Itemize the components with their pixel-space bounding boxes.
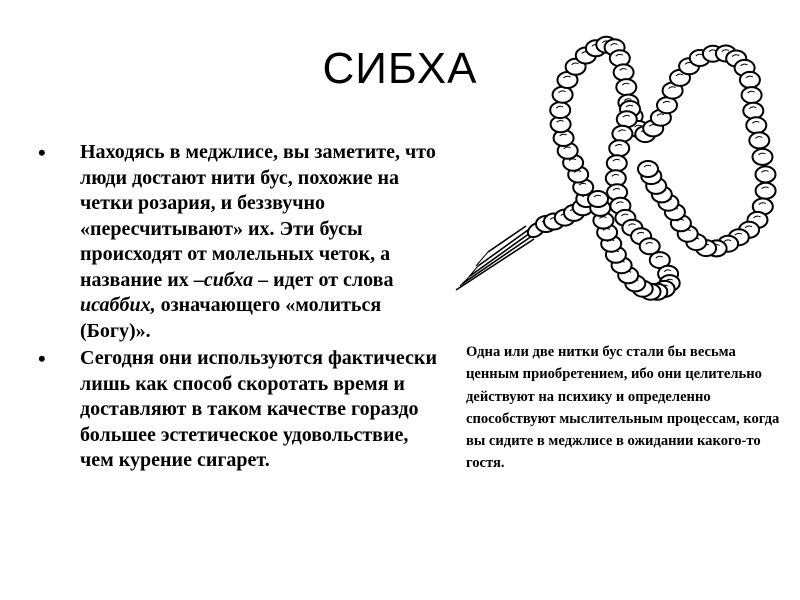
prayer-beads-illustration [448, 34, 778, 304]
bullet-1-text-c: означающего «молиться (Богу)». [80, 294, 382, 342]
bead [742, 87, 762, 103]
bead [756, 166, 776, 182]
bead [740, 72, 760, 88]
bead [553, 87, 573, 103]
bead [753, 149, 773, 165]
bullet-item-1 [38, 140, 438, 344]
bead [743, 103, 763, 119]
bead [588, 191, 608, 207]
bead [749, 132, 769, 148]
bead [638, 161, 658, 177]
bead [607, 155, 627, 171]
slide-title: СИБХА [322, 44, 478, 93]
term-sibha: сибха [203, 268, 254, 291]
bead [756, 183, 776, 199]
bead-strand [536, 37, 776, 300]
bullet-item-2: • Сегодня они используются фактически лишь как способ скоротать время и доставляют в таком качестве гораздо большее эстетическое удовольствие, чем курение сигарет. [38, 346, 438, 474]
bead [616, 79, 636, 95]
bead [609, 140, 629, 156]
bead [617, 111, 637, 127]
bullet-list [38, 140, 438, 476]
bullet-1-text-a: Находясь в меджлисе, вы заметите, что люди достают нити бус, похожие на четки розария, и беззвучно «пересчитывают» их. Эти бусы происходят от молельных четок, а название их – [80, 141, 436, 291]
bead [746, 117, 766, 133]
bead [550, 102, 570, 118]
side-caption: Одна или две нитки бус стали бы весьма ценным приобретением, ибо они целительно действуют на психику и определенно способствуют мыслительным процессам, когда вы сидите в меджлисе в ожидании какого-то гостя. [466, 344, 780, 472]
tassel-icon [456, 220, 547, 290]
term-isabbih: исаббих, [80, 294, 156, 316]
bullet-1-text-b: – идет от слова [253, 268, 394, 291]
bead [612, 126, 632, 142]
bead [657, 97, 677, 113]
bead [614, 64, 634, 80]
